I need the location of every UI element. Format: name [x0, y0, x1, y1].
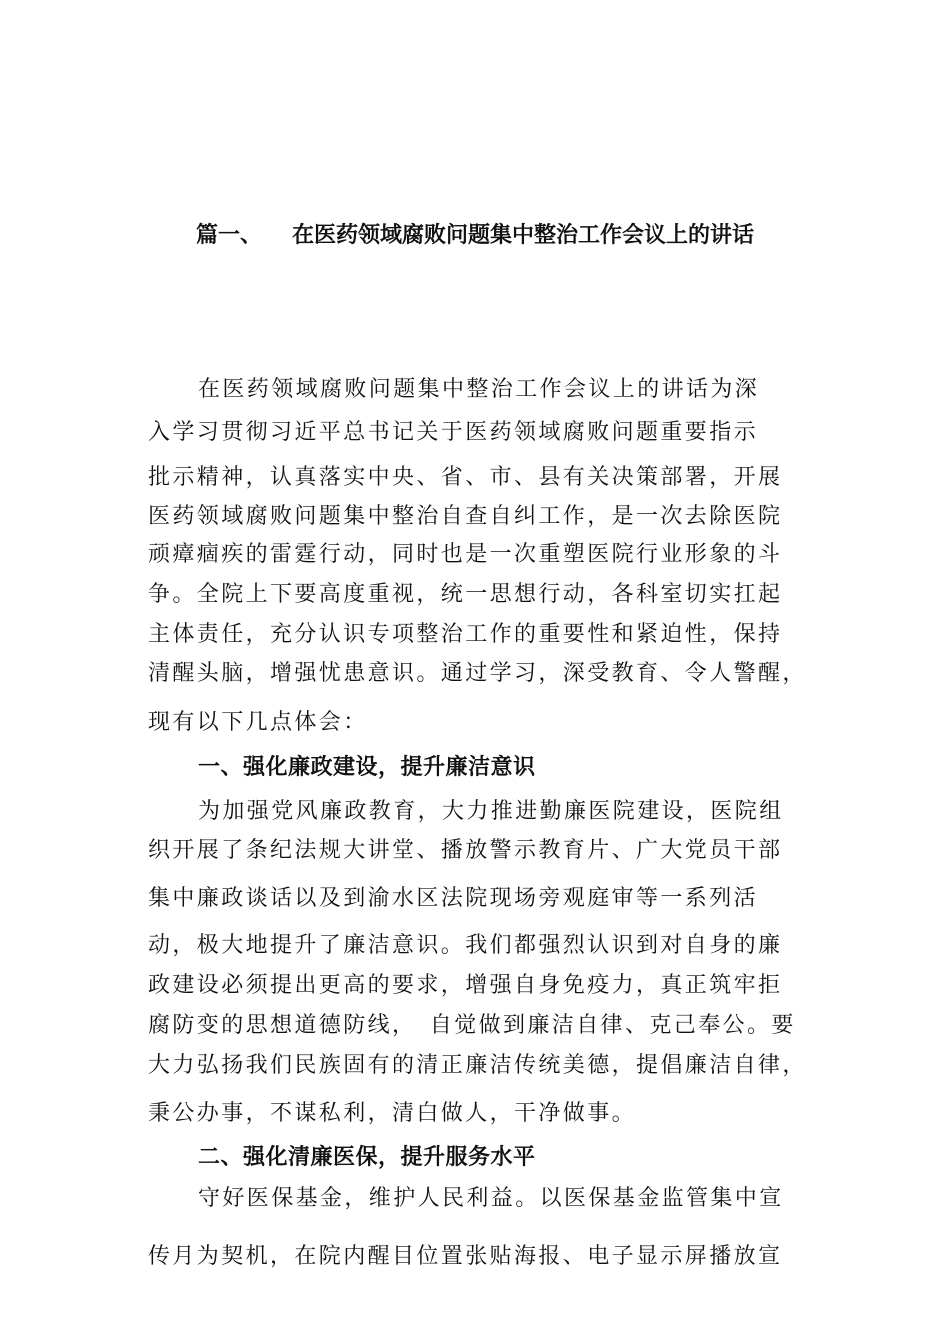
paragraph-line: 清醒头脑，增强忧患意识。通过学习，深受教育、令人警醒， — [148, 661, 807, 686]
paragraph-line: 集中廉政谈话以及到渝水区法院现场旁观庭审等一系列活 — [148, 886, 759, 911]
paragraph-line: 入学习贯彻习近平总书记关于医药领域腐败问题重要指示 — [148, 420, 759, 445]
document-title — [0, 219, 950, 253]
paragraph-line: 为加强党风廉政教育，大力推进勤廉医院建设，医院组 — [198, 799, 784, 824]
paragraph-line: 守好医保基金，维护人民利益。以医保基金监管集中宣 — [198, 1186, 784, 1211]
paragraph-line: 政建设必须提出更高的要求，增强自身免疫力，真正筑牢拒 — [148, 973, 783, 998]
paragraph-line: 秉公办事，不谋私利，清白做人，干净做事。 — [148, 1101, 637, 1126]
section-heading: 一、强化廉政建设，提升廉洁意识 — [198, 755, 536, 780]
paragraph-line: 主体责任，充分认识专项整治工作的重要性和紧迫性，保持 — [148, 622, 783, 647]
paragraph-line: 腐防变的思想道德防线， 自觉做到廉洁自律、克己奉公。要 — [148, 1013, 796, 1038]
paragraph-line: 织开展了条纪法规大讲堂、播放警示教育片、广大党员干部 — [148, 838, 783, 863]
section-heading: 二、强化清廉医保，提升服务水平 — [198, 1145, 536, 1170]
paragraph-line: 顽瘴痼疾的雷霆行动，同时也是一次重塑医院行业形象的斗 — [148, 542, 783, 567]
paragraph-line: 大力弘扬我们民族固有的清正廉洁传统美德，提倡廉洁自律， — [148, 1053, 807, 1078]
paragraph-line: 医药领域腐败问题集中整治自查自纠工作，是一次去除医院 — [148, 504, 783, 529]
title-text: 在医药领域腐败问题集中整治工作会议上的讲话 — [292, 223, 755, 248]
paragraph-line: 批示精神，认真落实中央、省、市、县有关决策部署，开展 — [148, 465, 783, 490]
paragraph-line: 动，极大地提升了廉洁意识。我们都强烈认识到对自身的廉 — [148, 933, 783, 958]
paragraph-line: 现有以下几点体会： — [148, 710, 368, 735]
paragraph-line: 争。全院上下要高度重视，统一思想行动，各科室切实扛起 — [148, 582, 783, 607]
paragraph-line: 在医药领域腐败问题集中整治工作会议上的讲话为深 — [198, 377, 760, 402]
paragraph-line: 传月为契机，在院内醒目位置张贴海报、电子显示屏播放宣 — [148, 1244, 783, 1269]
title-prefix: 篇一、 — [195, 223, 262, 248]
